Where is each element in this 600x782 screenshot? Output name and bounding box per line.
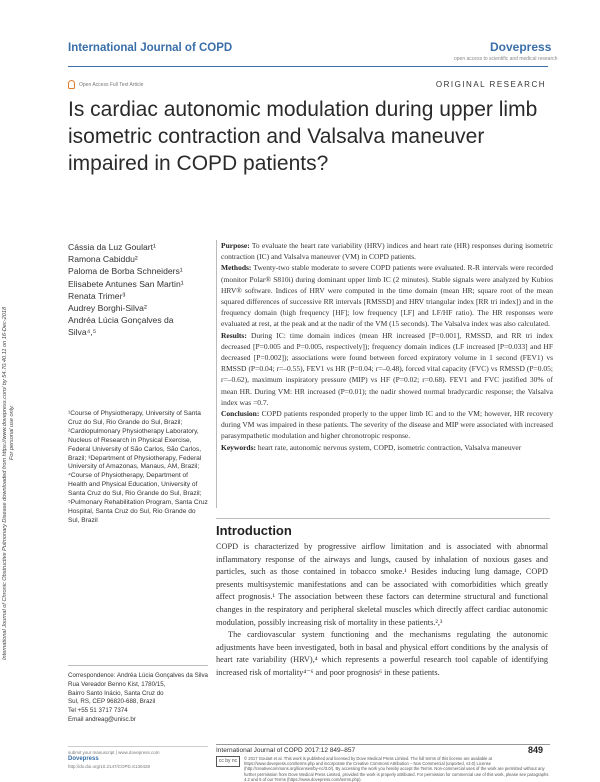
header-rule: [68, 66, 548, 67]
personal-use-notice: For personal use only.: [9, 405, 15, 460]
author: Paloma de Borba Schneiders¹: [68, 266, 183, 277]
open-lock-icon: [68, 80, 75, 89]
results-text: During IC: time domain indices (mean HR increased [P=0.001], RMSSD, and RR tri index decreased [P=0.005 and P=0.005, respectively]); frequency domain indices (LF increased [P=0.033] and HF decreased [P=0.002]); associations were found between forced expiratory volume in 1 second (FEV1) vs RMSSD (P=0.04; r=–0.55), FEV1 vs HR (P=0.04; r=–0.48), forced vital capacity (FVC) vs RMSSD (P=0.05; r=–0.62), maximum inspiratory pressure (MIP) vs HF (P=0.02; r=0.68). FEV1 and FVC justified 30% of mean HR. During VM: HR increased (P=0.01); the nadir showed normal bradycardic response; the Valsalva index was =0.7.: [221, 330, 553, 407]
license-block: [216, 756, 550, 782]
journal-name[interactable]: International Journal of COPD: [68, 42, 233, 54]
paragraph: The cardiovascular system functioning and the mechanisms regulating the autonomic adjustments have been investigated, both in basal and physical effort conditions by the analysis of heart rate variability (HRV),⁴ which represents a powerful research tool capable of identifying increased risk of mortality⁴⁻⁶ and poor prognosis⁶ in these patients.: [216, 630, 548, 677]
conclusion-label: Conclusion:: [221, 409, 260, 419]
methods-text: Twenty-two stable moderate to severe COPD patients were evaluated. R-R intervals were recorded (monitor Polar® S810i) during dominant upper limb IC (2 minutes). Stable signals were analyzed by Kubios HRV® software. Indices of HRV were computed in the time domain (mean HR; square root of the mean squared differences of successive RR intervals [RMSSD] and HRV triangular index [RR tri index]) and in the frequency domain (high frequency [HF]; low frequency [LF] and LF/HF ratio). The HR responses were evaluated at rest, at the peak and at the nadir of the VM (15 seconds). The Valsalva index was also calculated.: [221, 263, 553, 329]
publisher-logo[interactable]: Dovepress: [490, 40, 552, 54]
publisher-tagline: open access to scientific and medical research: [454, 56, 558, 62]
download-notice-sidebar: [2, 100, 38, 660]
open-access-badge: [68, 80, 143, 89]
phone: Tel +55 51 3717 7374: [68, 707, 128, 715]
footer-submit-block: [68, 746, 208, 770]
paragraph: COPD is characterized by progressive airflow limitation and is associated with abnormal inflammatory response of the airways and lungs, caused by inhalation of noxious gases and particles, such as those contained in tobacco smoke.¹ Besides inducing lung damage, COPD presents multisystemic manifestations and can be associated with comorbidities which greatly affect prognosis.¹ The association between these factors can determine structural and functional changes in the respiratory and peripheral skeletal muscles which directly affect cardiac autonomic modulation, possibly increasing risk of mortality in these patients.²,³: [216, 542, 548, 627]
abstract: [216, 240, 553, 508]
keywords-text: heart rate, autonomic nervous system, COPD, isometric contraction, Valsalva maneuver: [257, 442, 522, 452]
affiliations: ¹Course of Physiotherapy, University of Santa Cruz do Sul, Rio Grande do Sul, Brazil; ²Cardiopulmonary Physiotherapy Laboratory, Nucleus of Research in Physical Exercise, Federal University of São Carlos, São Carlos, Brazil; ³Department of Physiotherapy, Federal University of Amazonas, Manaus, AM, Brazil; ⁴Course of Physiotherapy, Department of Health and Physical Education, University of Santa Cruz do Sul, Rio Grande do Sul, Brazil; ⁵Pulmonary Rehabilitation Program, Santa Cruz Hospital, Santa Cruz do Sul, Rio Grande do Sul, Brazil: [68, 410, 208, 524]
submit-link[interactable]: submit your manuscript | www.dovepress.com: [68, 750, 160, 755]
purpose-label: Purpose:: [221, 241, 250, 250]
page-number: 849: [528, 745, 544, 755]
correspondence: [68, 665, 208, 725]
author: Ramona Cabiddu²: [68, 254, 138, 265]
keywords-label: Keywords:: [221, 442, 256, 452]
address-line: Sul, RS, CEP 96820-688, Brazil: [68, 698, 156, 706]
doi-link[interactable]: http://dx.doi.org/10.2147/COPD.S130428: [68, 764, 151, 769]
author: Audrey Borghi-Silva²: [68, 303, 147, 314]
methods-label: Methods:: [221, 263, 252, 273]
author: Renata Trimer³: [68, 290, 126, 301]
section-heading: Introduction: [216, 523, 292, 538]
correspondence-label: Correspondence: Andréa Lúcia Gonçalves da Silva: [68, 672, 208, 679]
address-line: Rua Vereador Benno Kist, 1780/15,: [68, 680, 166, 688]
email-link[interactable]: Email andreag@unisc.br: [68, 715, 136, 723]
author: Andréa Lúcia Gonçalves da Silva⁴,⁵: [68, 315, 174, 338]
author-list: [68, 241, 186, 339]
cc-license-icon[interactable]: cc by nc: [216, 756, 240, 767]
footer-citation: International Journal of COPD 2017:12 849–857: [216, 747, 356, 754]
purpose-text: To evaluate the heart rate variability (HRV) indices and heart rate (HR) responses during isometric contraction (IC) and Valsalva maneuver (VM) in COPD patients.: [221, 241, 553, 262]
author: Elisabete Antunes San Martin¹: [68, 278, 184, 289]
article-type: ORIGINAL RESEARCH: [435, 80, 546, 89]
section-rule: [216, 518, 550, 519]
open-access-label: Open Access Full Text Article: [79, 81, 144, 88]
author: Cássia da Luz Goulart¹: [68, 242, 156, 252]
footer-publisher-logo[interactable]: Dovepress: [68, 756, 99, 762]
license-text: © 2017 Goulart et al. This work is published and licensed by Dove Medical Press Limited. The full terms of this license are available at https://www.dovepress.com/terms.php and incorporate the Creative Commons Attribution – Non Commercial (unported, v3.0) License (http://creativecommons.org/licenses/by-nc/3.0/). By accessing the work you hereby accept the Terms. Non-commercial uses of the work are permitted without any further permission from Dove Medical Press Limited, provided the work is properly attributed. For permission for commercial use of this work, please see paragraphs 4.2 and 5 of our Terms (https://www.dovepress.com/terms.php).: [244, 756, 549, 782]
results-label: Results:: [221, 330, 247, 340]
download-notice: International Journal of Chronic Obstructive Pulmonary Disease downloaded from https://www.dovepress.com/ by 54.70.40.11 on 16-Dec-2018: [2, 306, 8, 660]
introduction-body: [216, 541, 548, 680]
footer-rule: [216, 744, 550, 745]
article-title: Is cardiac autonomic modulation during upper limb isometric contraction and Valsalva maneuver impaired in COPD patients?: [68, 98, 538, 175]
conclusion-text: COPD patients responded properly to the upper limb IC and to the VM; however, HR recovery during VM was impaired in these patients. The severity of the disease and MIP were associated with increased parasympathetic modulation and higher chronotropic response.: [221, 409, 554, 441]
address-line: Bairro Santo Inácio, Santa Cruz do: [68, 689, 164, 697]
